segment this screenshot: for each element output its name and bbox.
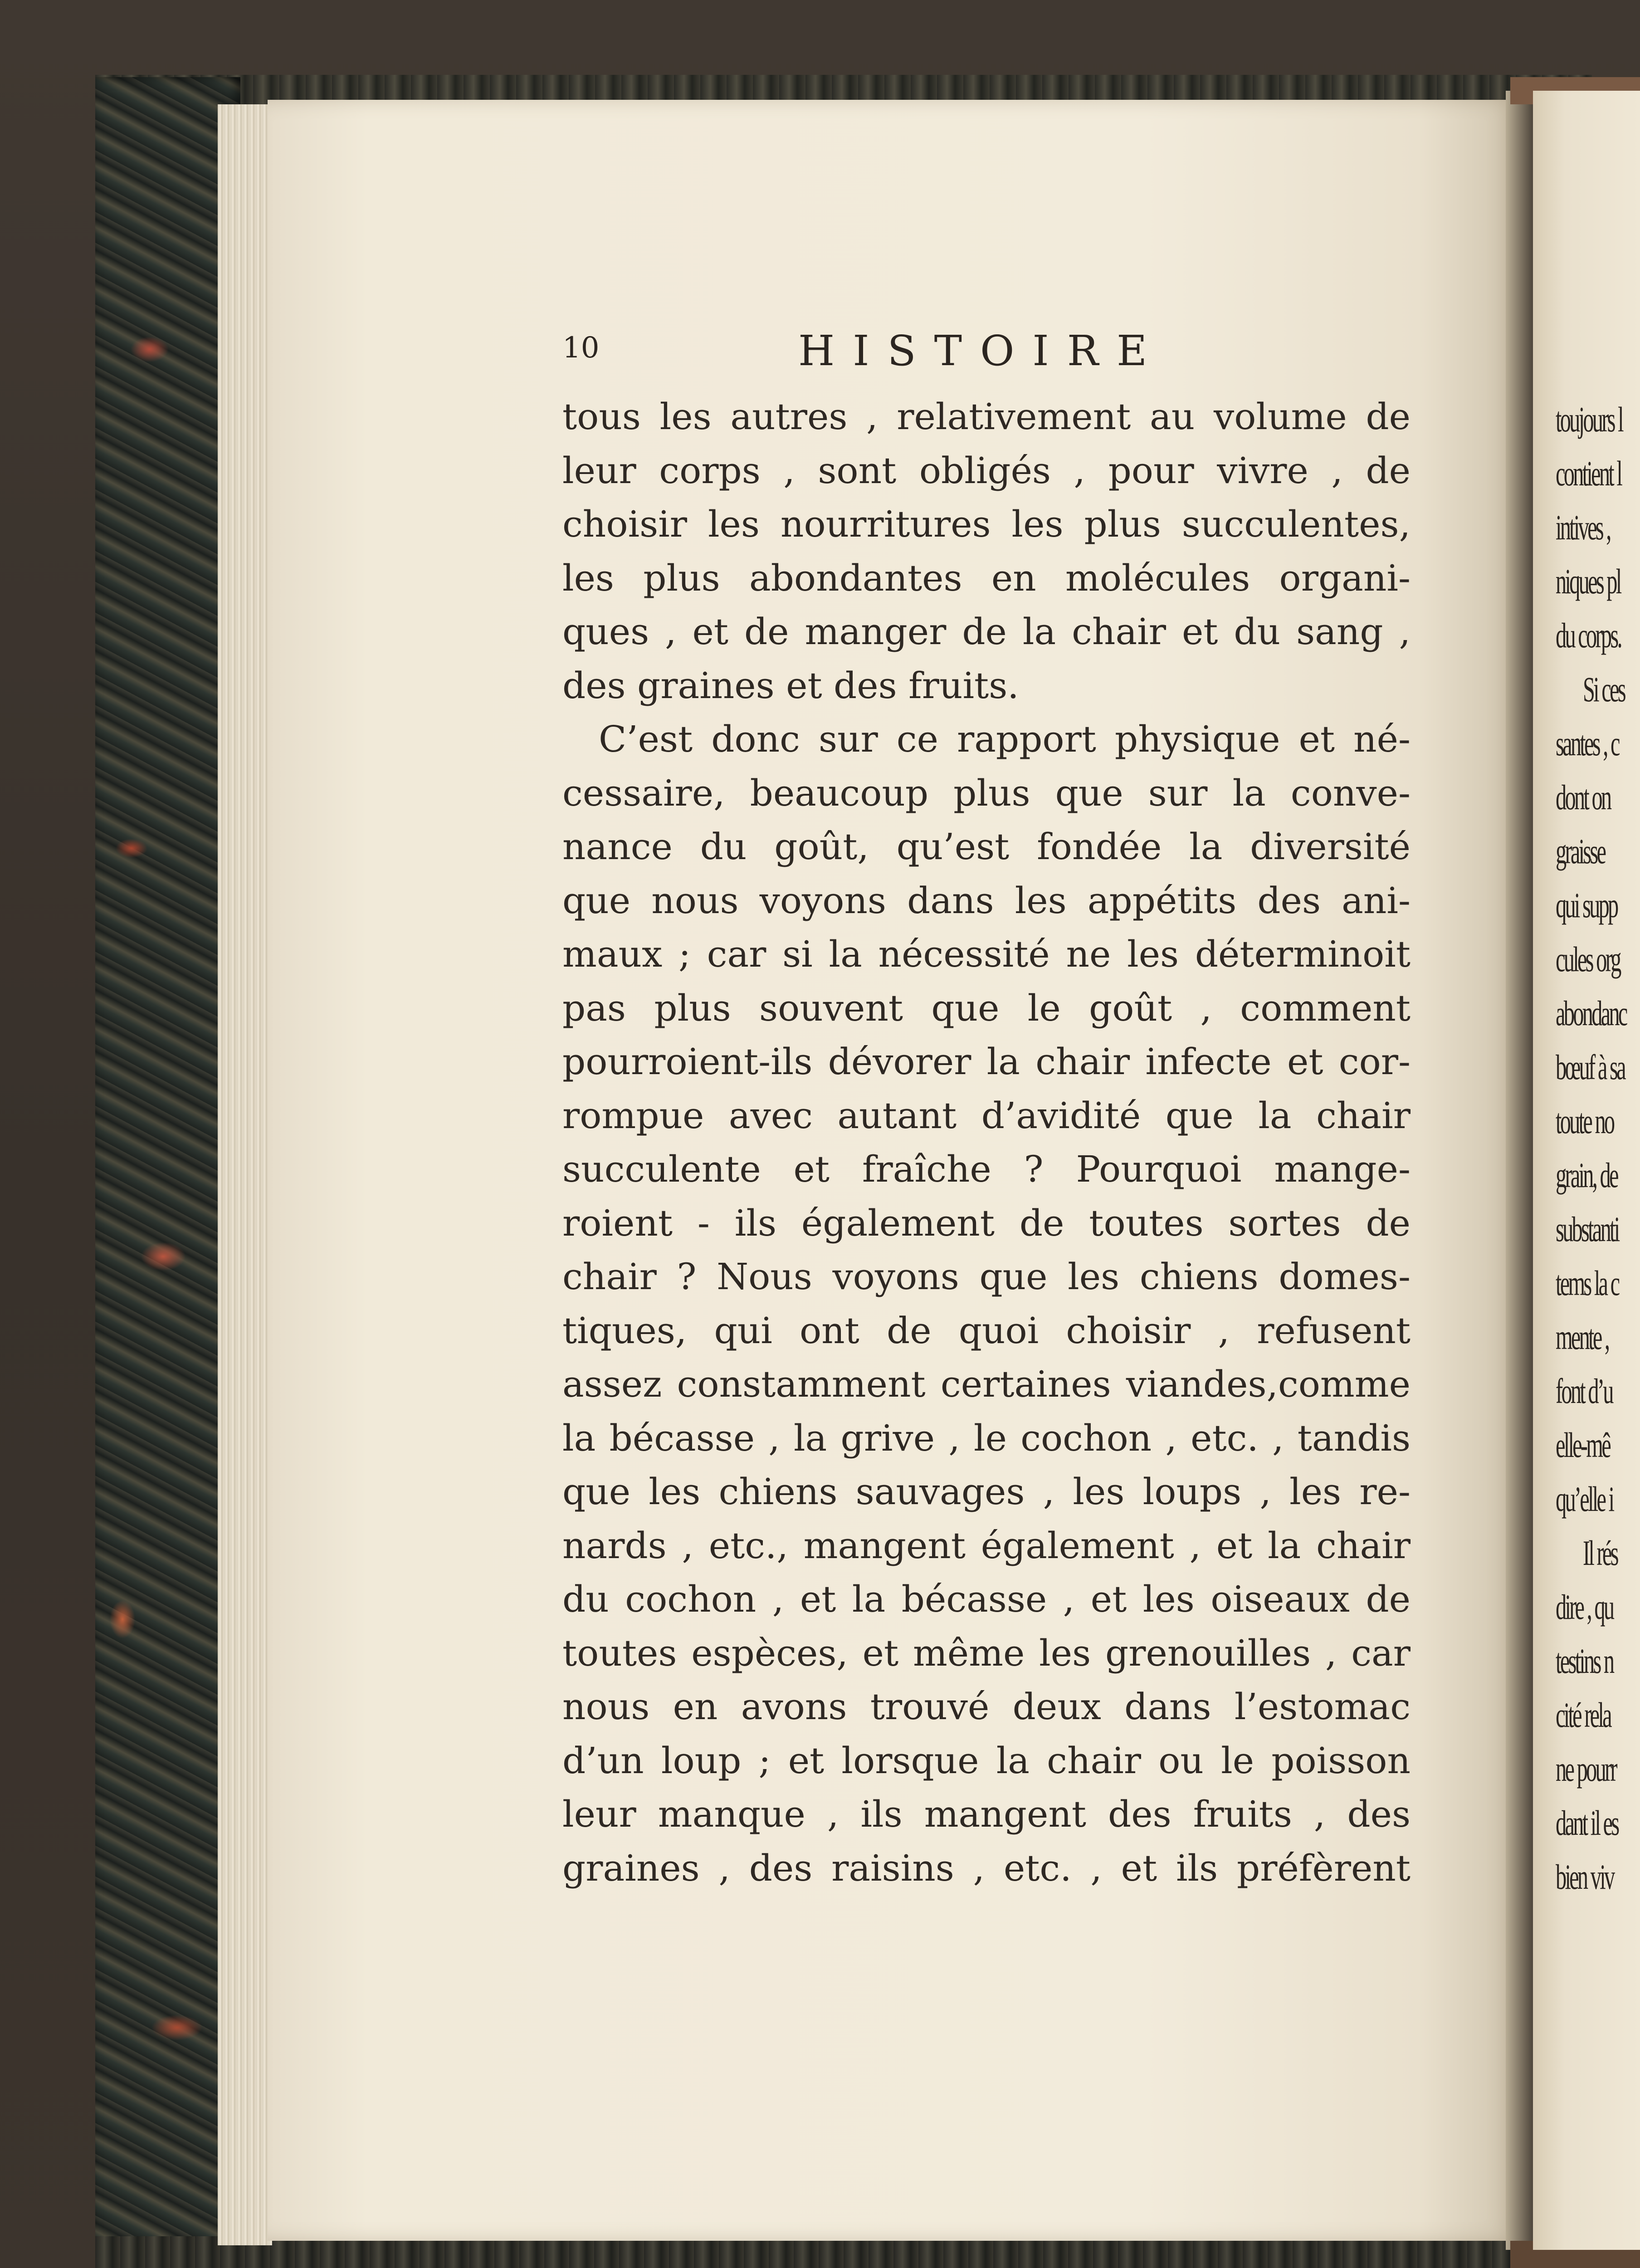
facing-page-line: testins n — [1556, 1641, 1613, 1681]
text-line: les plus abondantes en molécules organi- — [562, 557, 1411, 599]
facing-page-line: graisse — [1556, 831, 1605, 871]
facing-page-line: dant il es — [1556, 1803, 1618, 1843]
text-line: succulente et fraîche ? Pourquoi mange- — [562, 1148, 1411, 1190]
facing-page-line: cules org — [1556, 939, 1620, 979]
facing-page-line: substanti — [1556, 1209, 1619, 1249]
facing-page-line: contient l — [1556, 454, 1621, 493]
text-line: nance du goût, qu’est fondée la diversité — [562, 826, 1411, 868]
text-line: leur manque , ils mangent des fruits , des — [562, 1793, 1411, 1835]
facing-page-line: grain, de — [1556, 1155, 1617, 1195]
text-line: leur corps , sont obligés , pour vivre , de — [562, 449, 1411, 492]
text-line: toutes espèces, et même les grenouilles , car — [562, 1632, 1411, 1674]
text-line: nards , etc., mangent également , et la chair — [562, 1524, 1411, 1567]
text-line: roient - ils également de toutes sortes de — [562, 1202, 1411, 1244]
facing-page-line: bœuf à sa — [1556, 1047, 1625, 1087]
facing-page-line: font d’u — [1556, 1371, 1612, 1411]
text-line: pas plus souvent que le goût , comment — [562, 987, 1411, 1029]
text-line: d’un loup ; et lorsque la chair ou le poisson — [562, 1739, 1411, 1782]
facing-page-line: du corps. — [1556, 616, 1621, 655]
page-stack-edges — [218, 104, 272, 2245]
facing-page-line: mente , — [1556, 1317, 1609, 1357]
facing-page-line: bien viv — [1556, 1857, 1614, 1897]
facing-page-line: cité rela — [1556, 1695, 1611, 1735]
facing-page-line: Si ces — [1583, 670, 1625, 709]
facing-page-line: tems la c — [1556, 1263, 1619, 1303]
facing-page-line: elle-mê — [1556, 1425, 1610, 1465]
book-cover-bottom-edge — [95, 2236, 1592, 2268]
facing-page-line: qu’elle i — [1556, 1479, 1613, 1519]
facing-page-line: intives , — [1556, 508, 1610, 547]
page-title: HISTOIRE — [798, 327, 1166, 375]
text-line: C’est donc sur ce rapport physique et né- — [599, 718, 1411, 760]
text-line: tous les autres , relativement au volume de — [562, 396, 1411, 438]
facing-page-line: niques pl — [1556, 562, 1620, 601]
facing-page-line: qui supp — [1556, 885, 1617, 925]
text-line: la bécasse , la grive , le cochon , etc. , tandis — [562, 1417, 1411, 1459]
text-line: cessaire, beaucoup plus que sur la conve- — [562, 772, 1411, 814]
facing-page-line: toute no — [1556, 1101, 1614, 1141]
facing-page-line: ne pourr — [1556, 1749, 1616, 1789]
text-line: assez constamment certaines viandes,comme — [562, 1363, 1411, 1405]
text-line: choisir les nourritures les plus succulentes, — [562, 503, 1411, 545]
text-line: graines , des raisins , etc. , et ils préfèrent — [562, 1847, 1411, 1889]
text-line: maux ; car si la nécessité ne les déterminoit — [562, 933, 1411, 975]
running-head — [562, 327, 1460, 381]
text-line: du cochon , et la bécasse , et les oiseaux de — [562, 1578, 1411, 1620]
facing-page-line: Il rés — [1583, 1533, 1617, 1573]
text-line: rompue avec autant d’avidité que la chair — [562, 1094, 1411, 1137]
text-line: nous en avons trouvé deux dans l’estomac — [562, 1686, 1411, 1728]
text-line: des graines et des fruits. — [562, 664, 1019, 707]
text-line: que nous voyons dans les appétits des ani- — [562, 879, 1411, 922]
text-line: ques , et de manger de la chair et du sang , — [562, 611, 1411, 653]
text-line: tiques, qui ont de quoi choisir , refusent — [562, 1309, 1411, 1352]
page-number: 10 — [562, 331, 600, 365]
facing-page-line: dire , qu — [1556, 1587, 1613, 1627]
facing-page-line: santes , c — [1556, 723, 1619, 763]
text-line: chair ? Nous voyons que les chiens domes- — [562, 1256, 1411, 1298]
facing-page — [1533, 91, 1640, 2250]
text-line: que les chiens sauvages , les loups , les re- — [562, 1471, 1411, 1513]
body-text — [562, 390, 1411, 1895]
text-line: pourroient-ils dévorer la chair infecte et cor- — [562, 1041, 1411, 1083]
facing-page-line: dont on — [1556, 777, 1611, 817]
facing-page-line: abondanc — [1556, 993, 1626, 1033]
facing-page-line: toujours l — [1556, 400, 1622, 439]
